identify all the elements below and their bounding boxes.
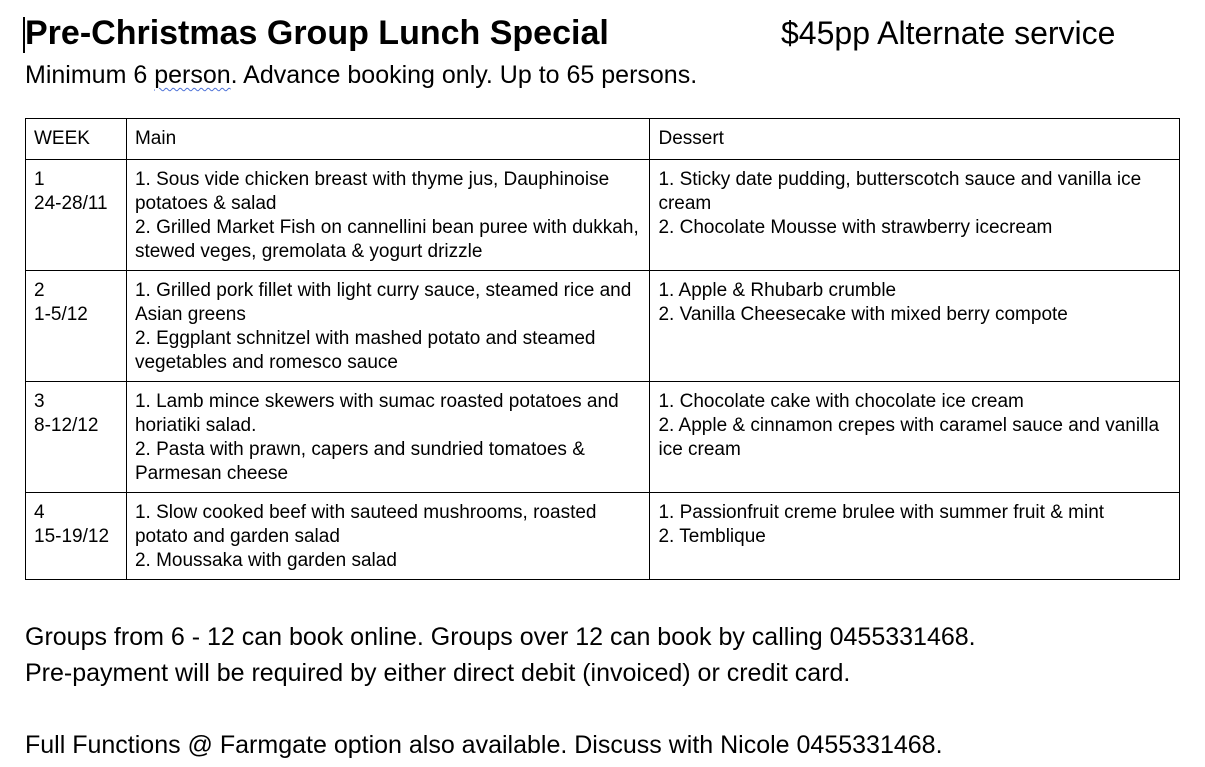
booking-subtitle xyxy=(25,61,697,90)
week-dates: 24-28/11 xyxy=(34,193,108,214)
dessert-cell xyxy=(650,382,1180,493)
table-row xyxy=(26,160,1180,271)
booking-footer xyxy=(25,619,976,763)
table-header-row xyxy=(26,119,1180,160)
table-row xyxy=(26,493,1180,580)
price-label: $45pp Alternate service xyxy=(781,15,1116,51)
main-option: 2. Grilled Market Fish on cannellini bean puree with dukkah, stewed veges, gremolata & yogurt drizzle xyxy=(134,217,639,262)
header-dessert: Dessert xyxy=(650,119,1180,160)
main-option: 1. Slow cooked beef with sauteed mushrooms, roasted potato and garden salad xyxy=(134,502,597,547)
dessert-option: 1. Passionfruit creme brulee with summer fruit & mint xyxy=(658,502,1105,523)
title-row xyxy=(25,14,1185,58)
footer-line-booking: Groups from 6 - 12 can book online. Groups over 12 can book by calling 0455331468. xyxy=(25,623,976,651)
main-cell xyxy=(126,271,650,382)
main-option: 2. Pasta with prawn, capers and sundried tomatoes & Parmesan cheese xyxy=(134,439,585,484)
page-title: Pre-Christmas Group Lunch Special xyxy=(25,14,609,52)
header-week: WEEK xyxy=(26,119,127,160)
week-cell xyxy=(26,160,127,271)
main-option: 1. Grilled pork fillet with light curry sauce, steamed rice and Asian greens xyxy=(134,280,632,325)
week-dates: 15-19/12 xyxy=(34,526,110,547)
table-row xyxy=(26,382,1180,493)
main-option: 2. Moussaka with garden salad xyxy=(134,550,397,571)
main-cell xyxy=(126,493,650,580)
week-number: 4 xyxy=(34,502,45,523)
footer-line-functions: Full Functions @ Farmgate option also available. Discuss with Nicole 0455331468. xyxy=(25,731,943,759)
week-dates: 8-12/12 xyxy=(34,415,99,436)
subtitle-text-start: Minimum 6 xyxy=(25,61,155,89)
dessert-option: 2. Temblique xyxy=(658,526,766,547)
week-dates: 1-5/12 xyxy=(34,304,88,325)
menu-table xyxy=(25,118,1180,580)
subtitle-text-end: . Advance booking only. Up to 65 persons. xyxy=(230,61,698,89)
dessert-cell xyxy=(650,271,1180,382)
week-cell xyxy=(26,271,127,382)
main-option: 1. Sous vide chicken breast with thyme jus, Dauphinoise potatoes & salad xyxy=(134,169,610,214)
dessert-cell xyxy=(650,493,1180,580)
week-number: 1 xyxy=(34,169,45,190)
spellcheck-flagged-word[interactable]: person xyxy=(154,61,231,89)
week-cell xyxy=(26,382,127,493)
table-row xyxy=(26,271,1180,382)
dessert-option: 1. Sticky date pudding, butterscotch sauce and vanilla ice cream xyxy=(658,169,1142,214)
main-cell xyxy=(126,160,650,271)
dessert-option: 2. Apple & cinnamon crepes with caramel sauce and vanilla ice cream xyxy=(658,415,1160,460)
dessert-cell xyxy=(650,160,1180,271)
footer-line-payment: Pre-payment will be required by either direct debit (invoiced) or credit card. xyxy=(25,659,851,687)
blank-line xyxy=(25,691,976,727)
week-number: 3 xyxy=(34,391,45,412)
main-option: 1. Lamb mince skewers with sumac roasted potatoes and horiatiki salad. xyxy=(134,391,619,436)
main-cell xyxy=(126,382,650,493)
dessert-option: 2. Chocolate Mousse with strawberry icecream xyxy=(658,217,1053,238)
week-number: 2 xyxy=(34,280,45,301)
header-main: Main xyxy=(126,119,650,160)
main-option: 2. Eggplant schnitzel with mashed potato and steamed vegetables and romesco sauce xyxy=(134,328,596,373)
dessert-option: 1. Apple & Rhubarb crumble xyxy=(658,280,897,301)
week-cell xyxy=(26,493,127,580)
dessert-option: 1. Chocolate cake with chocolate ice cream xyxy=(658,391,1024,412)
dessert-option: 2. Vanilla Cheesecake with mixed berry compote xyxy=(658,304,1068,325)
